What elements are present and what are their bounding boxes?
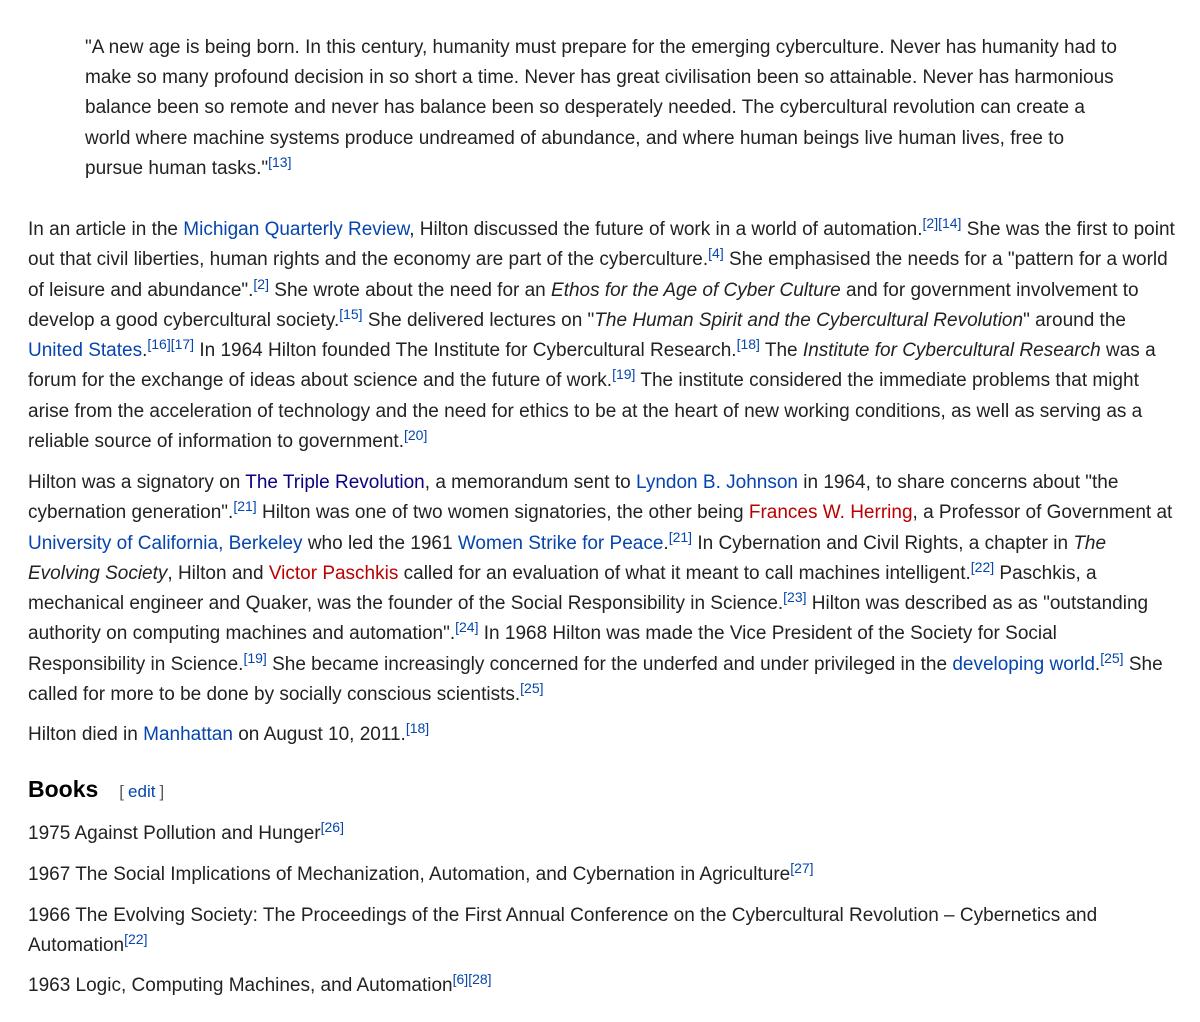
book-title: 1967 The Social Implications of Mechanization, Automation, and Cybernation in Agriculture xyxy=(28,864,791,885)
text: In Cybernation and Civil Rights, a chapter in xyxy=(692,532,1074,554)
text: Hilton was one of two women signatories, the other being xyxy=(256,502,749,524)
text: In 1968 Hilton was made the Vice President of the Society for Social Responsibility in Science. xyxy=(28,623,1057,675)
citation-link[interactable]: [21] xyxy=(233,498,257,515)
text: She emphasised the needs for a "pattern for a world of leisure and abundance". xyxy=(28,249,1168,301)
text: She wrote about the need for an xyxy=(269,279,552,301)
link-manhattan[interactable]: Manhattan xyxy=(143,724,233,745)
text: , a memorandum sent to xyxy=(424,472,636,493)
link-frances-w-herring[interactable]: Frances W. Herring xyxy=(748,502,913,524)
bracket: ] xyxy=(159,782,165,801)
citation[interactable] xyxy=(790,860,813,876)
citation-link[interactable]: [20] xyxy=(403,427,428,444)
text: and for government involvement to develop a good cybercultural society. xyxy=(28,279,1139,331)
text: , Hilton and xyxy=(167,562,269,584)
citation-link[interactable]: [22] xyxy=(124,931,148,948)
text: in 1964, to share concerns about "the cybernation generation". xyxy=(28,472,1119,524)
link-michigan-quarterly-review[interactable]: Michigan Quarterly Review xyxy=(183,219,410,240)
text: Hilton was a signatory on xyxy=(28,472,246,493)
citation[interactable] xyxy=(1100,650,1123,666)
citation-link[interactable]: [22] xyxy=(970,558,995,575)
edit-section xyxy=(119,782,164,802)
citation-link[interactable]: [19] xyxy=(612,366,636,383)
paragraph-work-automation xyxy=(28,215,1176,457)
text: on August 10, 2011. xyxy=(232,724,406,745)
citation[interactable] xyxy=(923,215,962,231)
book-entry xyxy=(28,819,1176,849)
paragraph-death xyxy=(28,720,1176,750)
citation-link[interactable]: [25] xyxy=(1100,649,1124,666)
citation[interactable] xyxy=(404,427,427,443)
citation[interactable] xyxy=(669,529,692,545)
text: , Hilton discussed the future of work in a world of automation. xyxy=(409,219,923,240)
book-entry xyxy=(28,971,1176,1001)
citation-link[interactable]: [26] xyxy=(320,819,344,835)
text: In an article in the xyxy=(28,219,184,240)
citation-link[interactable]: [18] xyxy=(736,336,760,353)
citation-link[interactable]: [15] xyxy=(339,305,363,322)
citation[interactable] xyxy=(453,971,492,987)
citation-link[interactable]: [23] xyxy=(783,589,807,606)
citation-link[interactable]: [24] xyxy=(455,619,479,636)
citation[interactable] xyxy=(520,680,543,696)
citation[interactable] xyxy=(339,306,362,322)
citation-link[interactable]: [17] xyxy=(170,336,195,353)
blockquote xyxy=(85,33,1125,184)
citation-link[interactable]: [13] xyxy=(268,153,292,170)
quote-text: "A new age is being born. In this century, humanity must prepare for the emerging cyberculture. Never has humanity had to make so many profound decision in so short a time. Never has great civilisation been so attainable. Never has harmonious balance been so remote and never has balance been so desperately needed. The cybercultural revolution can create a world where machine systems produce undreamed of abundance, and where human beings live human lives, free to pursue human tasks." xyxy=(85,37,1117,179)
link-women-strike-for-peace[interactable]: Women Strike for Peace xyxy=(457,532,664,554)
citation[interactable] xyxy=(233,498,256,514)
text: Hilton died in xyxy=(28,724,144,745)
citation[interactable] xyxy=(971,559,994,575)
citation-link[interactable]: [25] xyxy=(520,680,544,697)
text: The institute considered the immediate problems that might arise from the acceleration of technology and the need for ethics to be at the heart of new working conditions, as well as serving as a reliable source of information to government. xyxy=(28,370,1143,453)
text: In 1964 Hilton founded The Institute for Cybercultural Research. xyxy=(194,340,737,362)
text: She was the first to point out that civil liberties, human rights and the economy are part of the cyberculture. xyxy=(28,219,1175,271)
citation[interactable] xyxy=(406,720,429,736)
link-the-triple-revolution[interactable]: The Triple Revolution xyxy=(245,472,425,493)
citation[interactable] xyxy=(243,650,266,666)
paragraph-triple-revolution xyxy=(28,468,1176,710)
citation-13[interactable] xyxy=(268,154,291,170)
text: . xyxy=(1094,653,1101,675)
text: was a forum for the exchange of ideas about science and the future of work. xyxy=(28,340,1156,392)
italic-title: The Human Spirit and the Cybercultural Revolution xyxy=(594,309,1024,331)
citation-link[interactable]: [21] xyxy=(668,528,693,545)
link-uc-berkeley[interactable]: University of California, Berkeley xyxy=(28,532,303,554)
citation[interactable] xyxy=(321,819,344,835)
text: The xyxy=(759,340,803,362)
italic-title: Ethos for the Age of Cyber Culture xyxy=(551,279,841,301)
citation[interactable] xyxy=(455,619,478,635)
link-lyndon-b-johnson[interactable]: Lyndon B. Johnson xyxy=(635,472,798,493)
section-title: Books xyxy=(28,776,99,802)
citation[interactable] xyxy=(783,589,806,605)
text: called for an evaluation of what it meant to call machines intelligent. xyxy=(398,562,971,584)
text: Paschkis, a mechanical engineer and Quaker, was the founder of the Social Responsibility in Science. xyxy=(28,562,1097,615)
citation-link[interactable]: [6] xyxy=(452,971,469,987)
italic-title: The Evolving Society xyxy=(28,532,1107,584)
text: . xyxy=(142,340,148,362)
link-united-states[interactable]: United States xyxy=(28,340,143,362)
citation-link[interactable]: [2] xyxy=(922,215,939,231)
link-developing-world[interactable]: developing world xyxy=(952,653,1095,675)
citation[interactable] xyxy=(253,276,269,292)
citation-link[interactable]: [18] xyxy=(405,720,430,736)
text: She delivered lectures on " xyxy=(362,309,595,331)
citation-link[interactable]: [27] xyxy=(790,860,814,876)
citation[interactable] xyxy=(124,931,147,947)
citation[interactable] xyxy=(147,336,194,352)
text: , a Professor of Government at xyxy=(912,502,1173,524)
text: . xyxy=(663,532,669,554)
text: Hilton was described as as "outstanding authority on computing machines and automation". xyxy=(28,593,1149,645)
book-title: 1975 Against Pollution and Hunger xyxy=(28,823,321,844)
text: " around the xyxy=(1023,309,1126,331)
citation-link[interactable]: [16] xyxy=(147,336,171,353)
edit-section-link[interactable]: edit xyxy=(128,782,156,801)
book-entry xyxy=(28,901,1176,962)
citation-link[interactable]: [2] xyxy=(253,275,269,292)
citation[interactable] xyxy=(737,336,760,352)
italic-title: Institute for Cybercultural Research xyxy=(802,340,1101,362)
citation-link[interactable]: [28] xyxy=(468,971,492,987)
citation-link[interactable]: [4] xyxy=(708,245,724,262)
citation[interactable] xyxy=(612,366,635,382)
citation-link[interactable]: [14] xyxy=(938,215,962,231)
section-heading-books xyxy=(28,776,164,810)
citation[interactable] xyxy=(708,245,724,261)
book-entry xyxy=(28,860,1176,890)
text: She called for more to be done by socially conscious scientists. xyxy=(28,653,1163,706)
text: who led the 1961 xyxy=(302,532,458,554)
text: She became increasingly concerned for the underfed and under privileged in the xyxy=(266,653,953,675)
book-title: 1966 The Evolving Society: The Proceedings of the First Annual Conference on the Cybercultural Revolution – Cybernetics and Automation xyxy=(28,905,1098,957)
book-title: 1963 Logic, Computing Machines, and Automation xyxy=(28,975,453,996)
link-victor-paschkis[interactable]: Victor Paschkis xyxy=(268,562,399,584)
citation-link[interactable]: [19] xyxy=(243,649,267,666)
bracket: [ xyxy=(119,782,125,801)
